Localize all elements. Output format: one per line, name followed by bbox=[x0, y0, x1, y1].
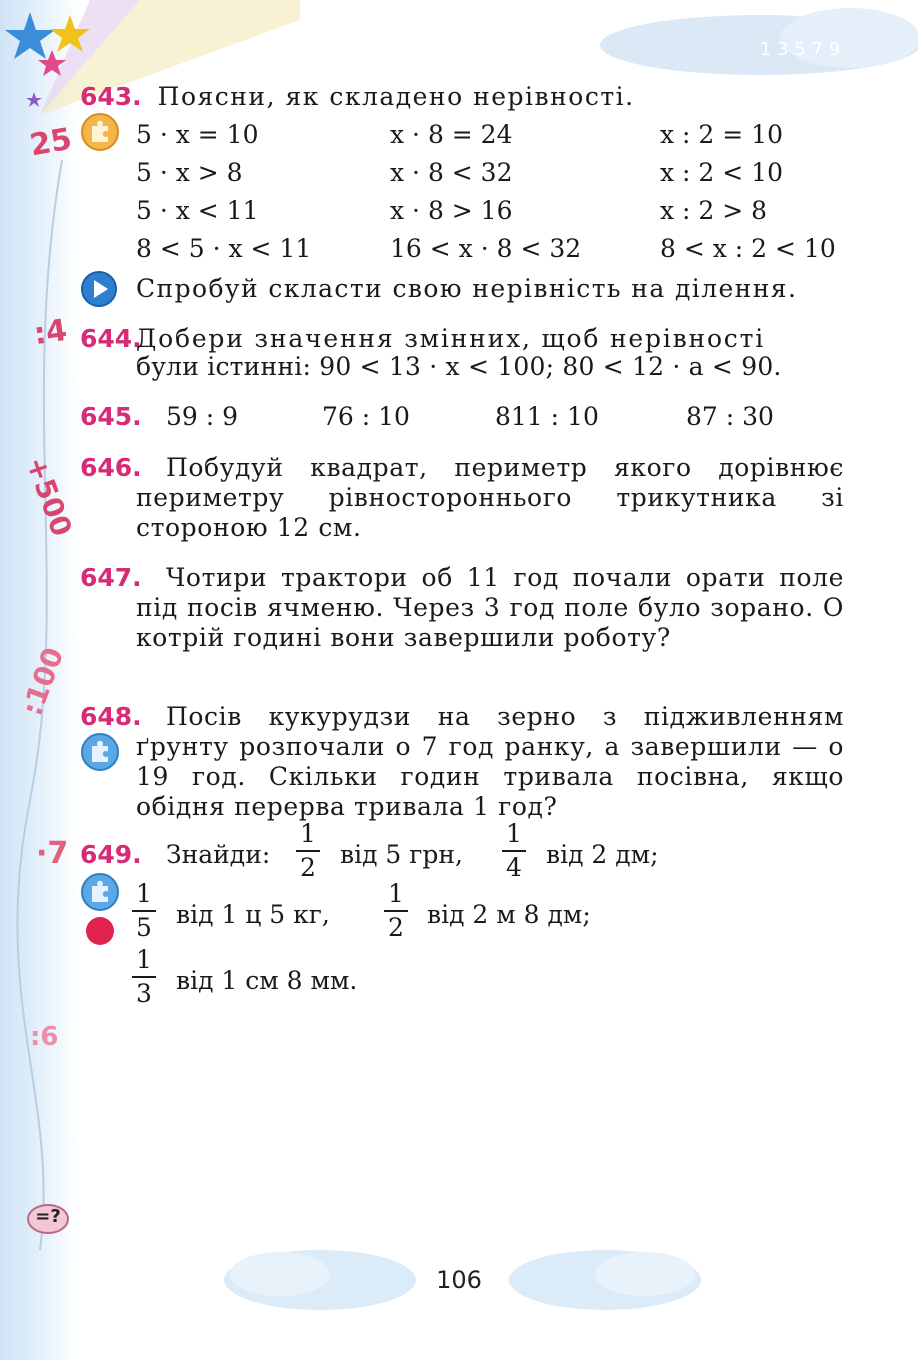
task-649-lead: Знайди: bbox=[166, 840, 271, 869]
puzzle-icon bbox=[80, 112, 120, 152]
denominator: 2 bbox=[300, 853, 316, 882]
expr-3: 811 : 10 bbox=[495, 402, 599, 431]
fraction-1-5 bbox=[132, 880, 156, 942]
task-644-line2: були істинні: 90 < 13 · x < 100; 80 < 12 · a < 90. bbox=[136, 352, 782, 381]
margin-mark-plus500: +500 bbox=[19, 452, 79, 541]
task-648-text: Посів кукурудзи на зерно з підживленням ґрунту розпочали о 7 год ранку, а завершили — о 19 год. Скільки годин тривала посівна, якщо обідня перерва тривала 1 год? bbox=[136, 702, 844, 821]
fraction-1-of: від 5 грн, bbox=[340, 840, 463, 869]
ineq-r3-c2: x · 8 > 16 bbox=[390, 196, 513, 225]
fraction-3-of: від 1 ц 5 кг, bbox=[176, 900, 330, 929]
numerator: 1 bbox=[136, 945, 152, 974]
task-644-line1: Добери значення змінних, щоб нерівності bbox=[136, 324, 766, 353]
ineq-r1-c2: x · 8 = 24 bbox=[390, 120, 513, 149]
ineq-r4-c3: 8 < x : 2 < 10 bbox=[660, 234, 836, 263]
fraction-1-3 bbox=[132, 946, 156, 1008]
puzzle-icon bbox=[80, 872, 120, 912]
denominator: 4 bbox=[506, 853, 522, 882]
task-649-number bbox=[80, 840, 142, 870]
numerator: 1 bbox=[388, 879, 404, 908]
task-647-number bbox=[80, 563, 142, 593]
task-number: 646. bbox=[80, 453, 142, 482]
puzzle-icon bbox=[80, 732, 120, 772]
task-643-heading bbox=[80, 82, 635, 112]
task-643-title: Поясни, як складено нерівності. bbox=[157, 82, 635, 111]
margin-mark-25: 25 bbox=[27, 121, 75, 164]
red-dot-icon bbox=[84, 915, 116, 947]
denominator: 5 bbox=[136, 913, 152, 942]
margin-mark-mul7: ·7 bbox=[36, 836, 69, 871]
ineq-r2-c3: x : 2 < 10 bbox=[660, 158, 783, 187]
numerator: 1 bbox=[136, 879, 152, 908]
task-number: 644. bbox=[80, 324, 142, 353]
task-number: 647. bbox=[80, 563, 142, 592]
fraction-5-of: від 1 см 8 мм. bbox=[176, 966, 358, 995]
ineq-r1-c1: 5 · x = 10 bbox=[136, 120, 259, 149]
task-646-text: Побудуй квадрат, периметр якого дорівнює периметру рівностороннього трикутника зі стороною 12 см. bbox=[136, 453, 844, 542]
page-number: 106 bbox=[436, 1266, 482, 1294]
fraction-2-of: від 2 дм; bbox=[546, 840, 659, 869]
task-647-text: Чотири трактори об 11 год почали орати поле під посів ячменю. Через 3 год поле було зорано. О котрій годині вони завершили роботу? bbox=[136, 563, 844, 652]
task-number: 648. bbox=[80, 702, 142, 731]
fraction-1-4 bbox=[502, 820, 526, 882]
denominator: 3 bbox=[136, 979, 152, 1008]
margin-mark-div6: :6 bbox=[30, 1022, 59, 1052]
ineq-r2-c1: 5 · x > 8 bbox=[136, 158, 243, 187]
margin-mark-div100: :100 bbox=[15, 643, 71, 720]
ineq-r4-c1: 8 < 5 · x < 11 bbox=[136, 234, 312, 263]
ineq-r1-c3: x : 2 = 10 bbox=[660, 120, 783, 149]
margin-mark-div4: :4 bbox=[31, 312, 70, 353]
task-number: 643. bbox=[80, 82, 142, 111]
denominator: 2 bbox=[388, 913, 404, 942]
expr-1: 59 : 9 bbox=[166, 402, 239, 431]
task-number: 645. bbox=[80, 402, 142, 431]
number-cloud-decoration bbox=[560, 0, 918, 90]
fraction-1-2 bbox=[296, 820, 320, 882]
numerator: 1 bbox=[300, 819, 316, 848]
play-icon bbox=[80, 270, 118, 308]
ineq-r4-c2: 16 < x · 8 < 32 bbox=[390, 234, 582, 263]
fraction-4-of: від 2 м 8 дм; bbox=[427, 900, 591, 929]
task-648-number bbox=[80, 702, 142, 732]
numerator: 1 bbox=[506, 819, 522, 848]
task-645-number bbox=[80, 402, 142, 432]
task-644-number bbox=[80, 324, 142, 354]
fraction-1-2b bbox=[384, 880, 408, 942]
ineq-r3-c3: x : 2 > 8 bbox=[660, 196, 768, 225]
expr-4: 87 : 30 bbox=[686, 402, 774, 431]
cloud-digits: 1 3 5 7 9 bbox=[760, 39, 841, 60]
task-646-number bbox=[80, 453, 142, 483]
help-badge-label: =? bbox=[35, 1206, 61, 1227]
ineq-r3-c1: 5 · x < 11 bbox=[136, 196, 259, 225]
task-number: 649. bbox=[80, 840, 142, 869]
expr-2: 76 : 10 bbox=[322, 402, 410, 431]
ineq-r2-c2: x · 8 < 32 bbox=[390, 158, 513, 187]
task-643-try: Спробуй скласти свою нерівність на ділення. bbox=[136, 274, 798, 303]
